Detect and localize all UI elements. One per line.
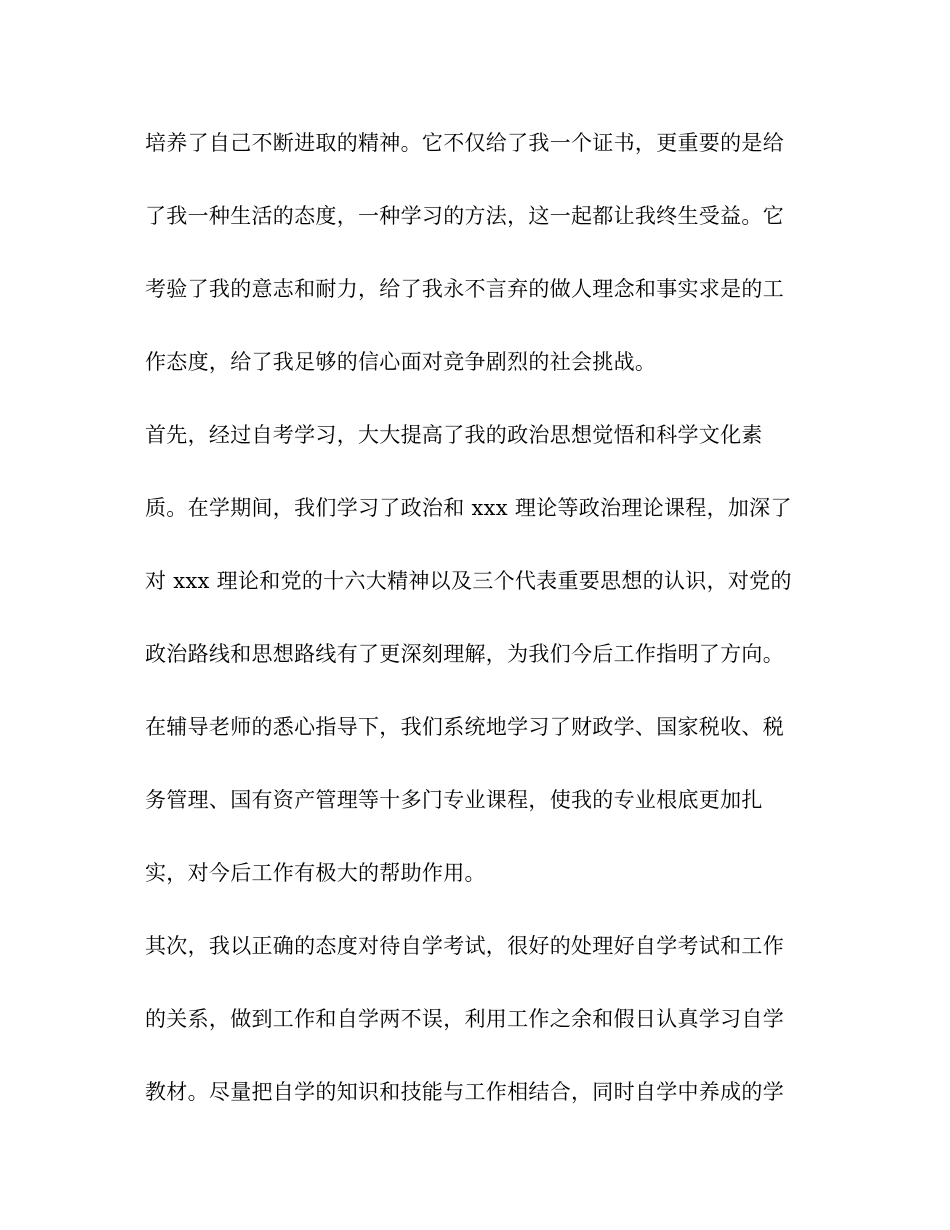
text-line: 其次，我以正确的态度对待自学考试，很好的处理好自学考试和工作 [145, 934, 784, 958]
text-line: 考验了我的意志和耐力，给了我永不言弃的做人理念和事实求是的工 [145, 277, 784, 301]
text-line: 质。在学期间，我们学习了政治和 xxx 理论等政治理论课程，加深了 [145, 496, 792, 520]
text-line: 教材。尽量把自学的知识和技能与工作相结合，同时自学中养成的学 [145, 1080, 784, 1104]
text-line: 作态度，给了我足够的信心面对竞争剧烈的社会挑战。 [145, 350, 657, 374]
text-line: 在辅导老师的悉心指导下，我们系统地学习了财政学、国家税收、税 [145, 715, 784, 739]
text-line: 的关系，做到工作和自学两不误，利用工作之余和假日认真学习自学 [145, 1007, 784, 1031]
text-line: 对 xxx 理论和党的十六大精神以及三个代表重要思想的认识，对党的 [145, 569, 792, 593]
text-line: 实，对今后工作有极大的帮助作用。 [145, 861, 486, 885]
text-line: 培养了自己不断进取的精神。它不仅给了我一个证书，更重要的是给 [145, 131, 784, 155]
text-line: 首先，经过自考学习，大大提高了我的政治思想觉悟和科学文化素 [145, 423, 763, 447]
body-text [145, 118, 805, 1140]
text-line: 政治路线和思想路线有了更深刻理解，为我们今后工作指明了方向。 [145, 642, 784, 666]
text-line: 务管理、国有资产管理等十多门专业课程，使我的专业根底更加扎 [145, 788, 763, 812]
text-line: 了我一种生活的态度，一种学习的方法，这一起都让我终生受益。它 [145, 204, 784, 228]
